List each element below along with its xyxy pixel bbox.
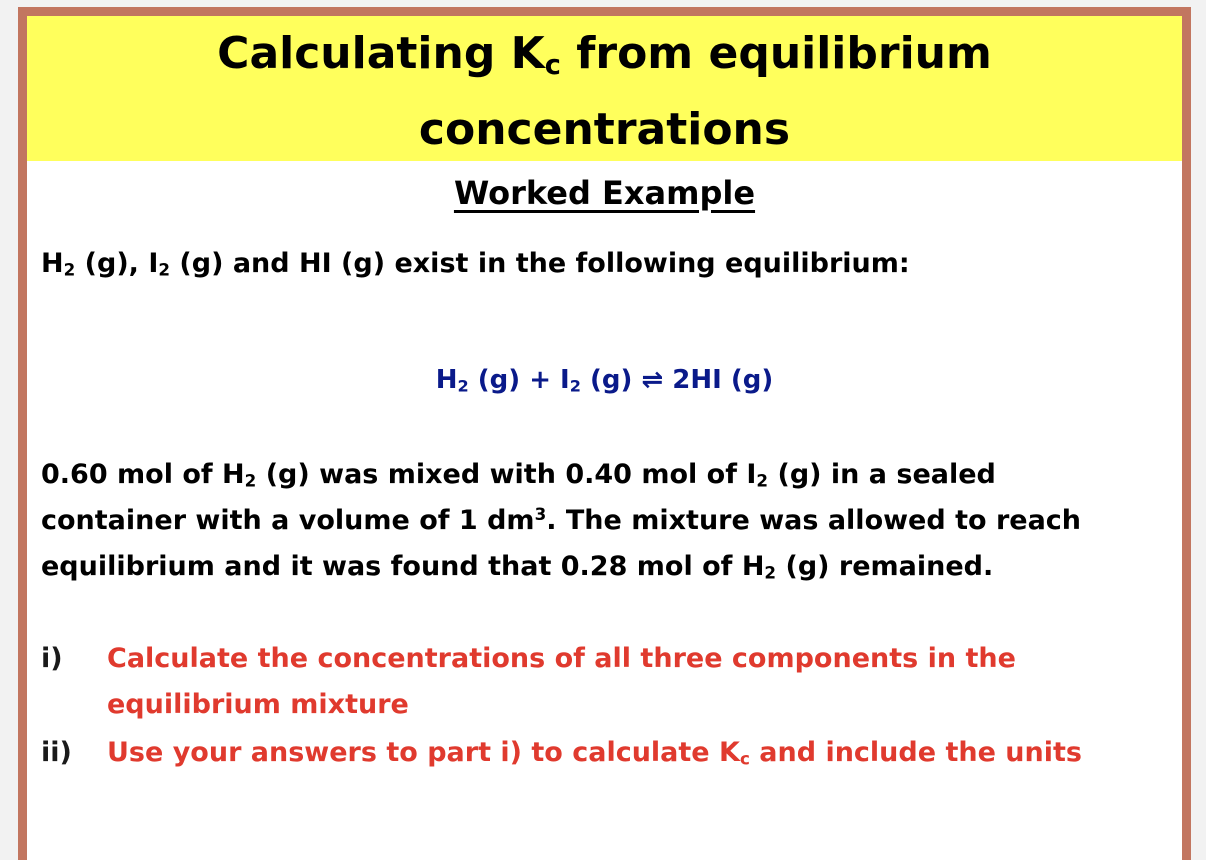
problem-line-2: container with a volume of 1 $dm^3$. The mixture was allowed to reach <box>41 503 1082 536</box>
slide <box>18 7 1191 860</box>
problem-line-1: 0.60 mol of $H_2$ (g) was mixed with 0.40 mol of $I_2$ (g) in a sealed <box>41 459 996 491</box>
problem-statement <box>41 452 1081 590</box>
problem-line-3: equilibrium and it was found that 0.28 mol of $H_2$ (g) remained. <box>41 551 994 583</box>
subtitle: Worked Example <box>453 174 756 212</box>
page-title-line-1: Calculating $K_c$ from equilibrium <box>217 28 992 81</box>
question-1-text: Calculate the concentrations of all three components in the equilibrium mixture <box>107 643 1016 720</box>
intro-text: $H_2$ (g), $I_2$ (g) and HI (g) exist in the following equilibrium: <box>41 248 910 280</box>
title-band <box>27 16 1182 161</box>
equilibrium-equation: $H_2$ $(g) + I_2$ (g) ⇌ 2HI (g) <box>435 365 774 396</box>
question-1-number: i) <box>41 643 63 674</box>
question-2-number: ii) <box>41 737 72 768</box>
page-title-line-2: concentrations <box>418 104 791 155</box>
question-2-text: Use your answers to part i) to calculate $K_c$ and include the units <box>107 737 1082 769</box>
